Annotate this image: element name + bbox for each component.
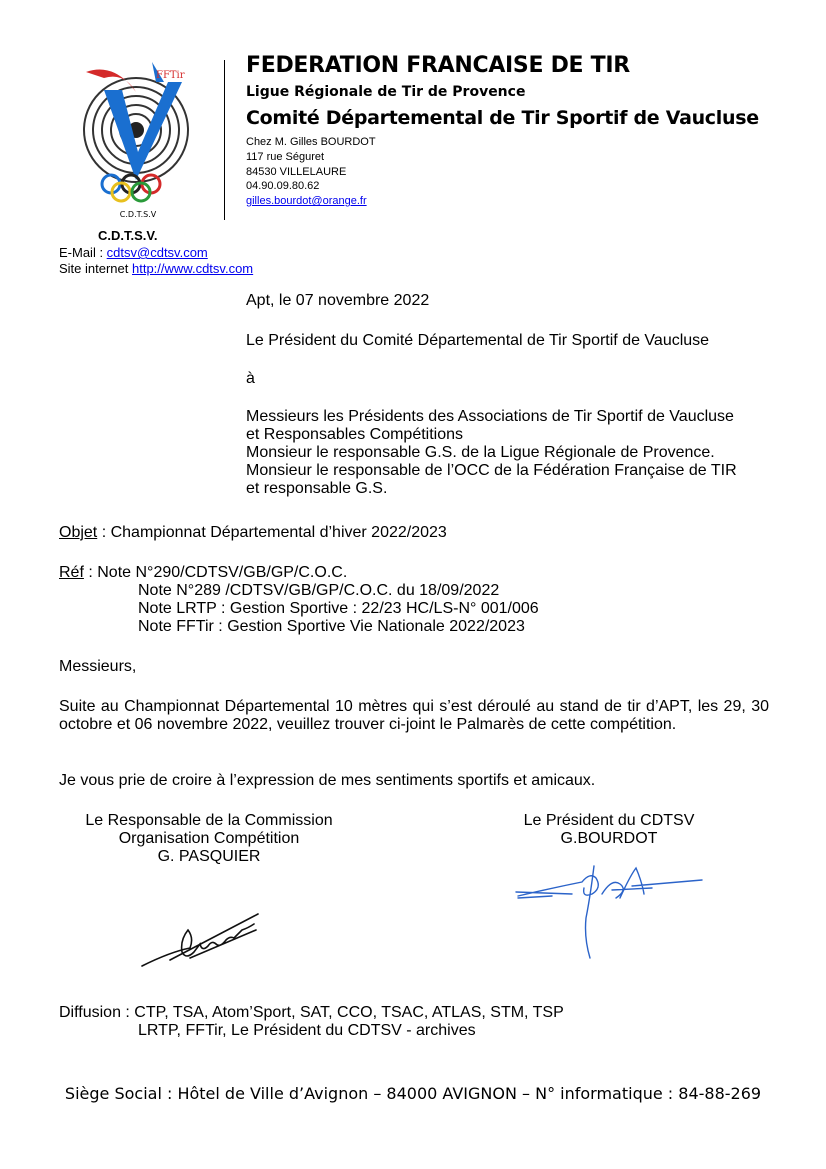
letter-to-word: à	[246, 370, 255, 387]
cdtsv-logo	[64, 52, 214, 222]
email-label: E-Mail :	[59, 245, 107, 260]
signatory-name: G.BOURDOT	[560, 830, 658, 847]
letter-recipients	[246, 408, 737, 498]
cdtsv-name: C.D.T.S.V.	[98, 228, 158, 243]
letter-subject	[59, 524, 447, 542]
handwritten-signature-bourdot	[512, 858, 712, 968]
site-label: Site internet	[59, 261, 132, 276]
salutation: Messieurs,	[59, 658, 137, 675]
cdtsv-contact	[59, 245, 253, 277]
footer-registered-office: Siège Social : Hôtel de Ville d’Avignon – 84000 AVIGNON – N° informatique : 84-88-269	[64, 1084, 762, 1103]
recipient-line: Monsieur le responsable G.S. de la Ligue Régionale de Provence.	[246, 444, 715, 461]
reference-line: Note FFTir : Gestion Sportive Vie Nationale 2022/2023	[138, 618, 525, 635]
signatory-title: Le Président du CDTSV	[523, 812, 695, 829]
signatory-title: Le Responsable de la Commission	[85, 812, 333, 829]
header-divider	[224, 60, 225, 220]
letter-sender: Le Président du Comité Départemental de Tir Sportif de Vaucluse	[246, 332, 710, 349]
diffusion-list	[59, 1004, 564, 1040]
reference-line: : Note N°290/CDTSV/GB/GP/C.O.C.	[83, 564, 348, 581]
recipient-line: Messieurs les Présidents des Associations de Tir Sportif de Vaucluse	[246, 408, 734, 425]
reference-line: Note N°289 /CDTSV/GB/GP/C.O.C. du 18/09/2022	[138, 582, 500, 599]
diffusion-line: Diffusion : CTP, TSA, Atom’Sport, SAT, CCO, TSAC, ATLAS, STM, TSP	[59, 1004, 564, 1021]
letter-date: Apt, le 07 novembre 2022	[246, 292, 430, 309]
president-address	[246, 135, 376, 209]
letter-references	[59, 564, 539, 636]
subject-text: : Championnat Départemental d’hiver 2022/2023	[97, 524, 447, 541]
signature-block-right	[500, 812, 718, 848]
address-line: Chez M. Gilles BOURDOT	[246, 136, 376, 148]
recipient-line: Monsieur le responsable de l’OCC de la Fédération Française de TIR	[246, 462, 737, 479]
letter-closing: Je vous prie de croire à l’expression de mes sentiments sportifs et amicaux.	[59, 772, 596, 789]
address-line: 84530 VILLELAURE	[246, 165, 347, 178]
target-logo-graphic	[64, 52, 214, 222]
logo-caption: C.D.T.S.V	[119, 210, 157, 219]
federation-title: FEDERATION FRANCAISE DE TIR	[246, 53, 630, 78]
signature-block-left	[62, 812, 356, 866]
reference-label: Réf	[59, 564, 84, 581]
recipient-line: et responsable G.S.	[246, 480, 388, 497]
cdtsv-email-link[interactable]: cdtsv@cdtsv.com	[106, 245, 208, 260]
reference-line: Note LRTP : Gestion Sportive : 22/23 HC/LS-N° 001/006	[138, 600, 539, 617]
cdtsv-website-link[interactable]: http://www.cdtsv.com	[132, 261, 254, 276]
signatory-name: G. PASQUIER	[157, 848, 261, 865]
diffusion-line: LRTP, FFTir, Le Président du CDTSV - archives	[138, 1022, 476, 1039]
handwritten-signature-pasquier	[130, 900, 270, 975]
address-email-link[interactable]: gilles.bourdot@orange.fr	[246, 195, 367, 208]
letter-paragraph: Suite au Championnat Départemental 10 mètres qui s’est déroulé au stand de tir d’APT, les 29, 30 octobre et 06 novembre 2022, veuillez trouver ci-joint le Palmarès de cette compétition.	[59, 698, 769, 733]
address-phone: 04.90.09.80.62	[246, 180, 320, 193]
signatory-title: Organisation Compétition	[118, 830, 300, 847]
comite-title: Comité Départemental de Tir Sportif de Vaucluse	[246, 107, 759, 129]
recipient-line: et Responsables Compétitions	[246, 426, 464, 443]
svg-text:FFTir: FFTir	[156, 70, 185, 81]
ligue-title: Ligue Régionale de Tir de Provence	[246, 84, 526, 100]
address-line: 117 rue Séguret	[246, 150, 325, 163]
subject-label: Objet	[59, 524, 98, 541]
